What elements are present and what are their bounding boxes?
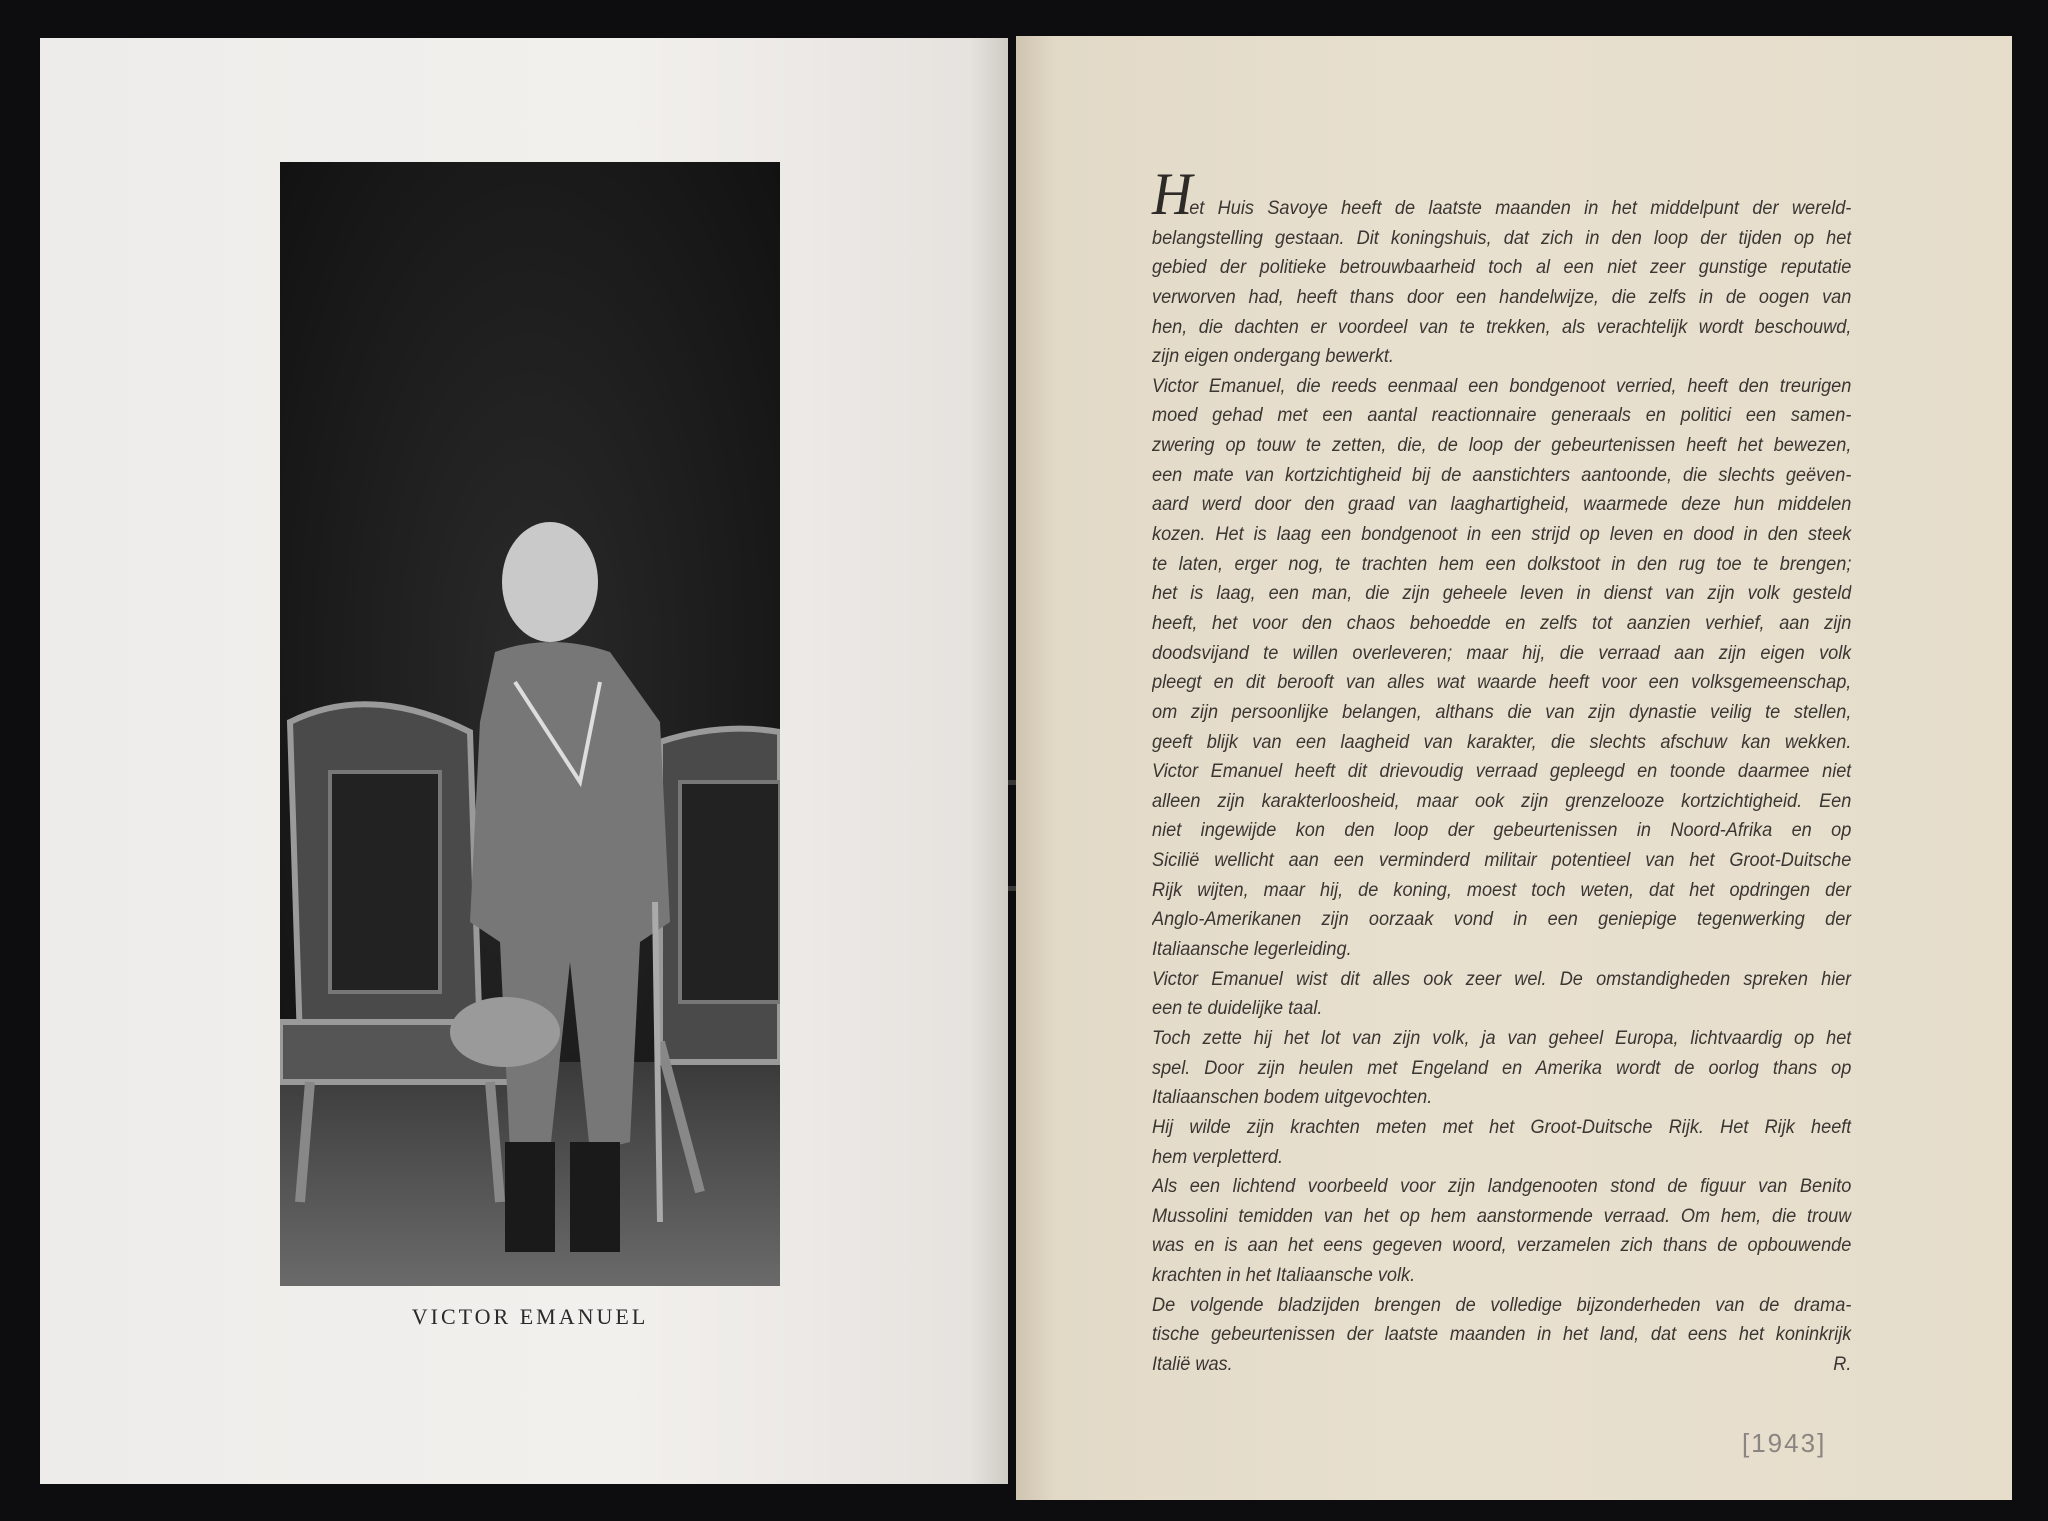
text-line: heeft, het voor den chaos behoedde en zelfs tot aanzien verhief, aan zijn bbox=[1152, 611, 1852, 634]
text-line: Italiaansche legerleiding. bbox=[1152, 938, 1352, 961]
text-line: alleen zijn karakterloosheid, maar ook zijn grenzelooze kortzichtigheid. Een bbox=[1152, 789, 1852, 812]
text-line: het is laag, een man, die zijn geheele leven in dienst van zijn volk gesteld bbox=[1152, 582, 1852, 605]
text-line: Toch zette hij het lot van zijn volk, ja van geheel Europa, lichtvaardig op het bbox=[1152, 1026, 1852, 1049]
text-line: pleegt en dit berooft van alles wat waarde heeft voor een volksgemeenschap, bbox=[1152, 671, 1852, 694]
final-line bbox=[1152, 1350, 1851, 1380]
text-line: was en is aan het eens gegeven woord, verzamelen zich thans de opbouwende bbox=[1152, 1234, 1852, 1257]
text-line: belangstelling gestaan. Dit koningshuis, dat zich in den loop der tijden op het bbox=[1152, 226, 1852, 249]
text-line: De volgende bladzijden brengen de volledige bijzonderheden van de drama- bbox=[1152, 1293, 1852, 1316]
portrait-image bbox=[280, 162, 780, 1286]
text-line: doodsvijand te willen overleveren; maar hij, die verraad aan zijn eigen volk bbox=[1152, 641, 1852, 664]
text-line: verworven had, heeft thans door een handelwijze, die zelfs in de oogen van bbox=[1152, 285, 1852, 308]
closing-text: Italië was. bbox=[1152, 1352, 1233, 1375]
text-line: een te duidelijke taal. bbox=[1152, 997, 1323, 1020]
text-line: Victor Emanuel wist dit alles ook zeer wel. De omstandigheden spreken hier bbox=[1152, 967, 1852, 990]
text-line: spel. Door zijn heulen met Engeland en Amerika wordt de oorlog thans op bbox=[1152, 1056, 1852, 1079]
text-line: gebied der politieke betrouwbaarheid toch al een niet zeer gunstige reputatie bbox=[1152, 256, 1852, 279]
text-line: Anglo-Amerikanen zijn oorzaak vond in een geniepige tegenwerking der bbox=[1152, 908, 1852, 931]
text-line: hem verpletterd. bbox=[1152, 1145, 1284, 1168]
text-line: tische gebeurtenissen der laatste maanden in het land, dat eens het koninkrijk bbox=[1152, 1323, 1852, 1346]
portrait-photo bbox=[280, 162, 780, 1286]
text-line: Rijk wijten, maar hij, de koning, moest toch weten, dat het opdringen der bbox=[1152, 878, 1852, 901]
text-line: niet ingewijde kon den loop der gebeurtenissen in Noord-Afrika en op bbox=[1152, 819, 1852, 842]
text-line: geeft blijk van een laagheid van karakter, die slechts afschuw kan wekken. bbox=[1152, 730, 1852, 753]
text-line: zwering op touw te zetten, die, de loop der gebeurtenissen heeft het bewezen, bbox=[1152, 434, 1852, 457]
body-text bbox=[1152, 161, 1852, 1380]
photo-caption: VICTOR EMANUEL bbox=[411, 1304, 649, 1329]
text-line: aard werd door den graad van laaghartigheid, waarmede deze hun middelen bbox=[1152, 493, 1852, 516]
text-line: krachten in het Italiaansche volk. bbox=[1152, 1264, 1416, 1287]
binding-staple bbox=[1008, 886, 1016, 891]
text-line: Sicilië wellicht aan een verminderd militair potentieel van het Groot-Duitsche bbox=[1152, 849, 1852, 872]
text-line: Hij wilde zijn krachten meten met het Groot-Duitsche Rijk. Het Rijk heeft bbox=[1152, 1115, 1852, 1138]
left-page bbox=[40, 38, 1008, 1484]
pencil-note: [1943] bbox=[1742, 1428, 1827, 1458]
drop-cap: H bbox=[1152, 161, 1193, 227]
text-line: Victor Emanuel heeft dit drievoudig verraad gepleegd en toonde daarmee niet bbox=[1152, 760, 1852, 783]
text-line: zijn eigen ondergang bewerkt. bbox=[1152, 345, 1394, 368]
text-line: om zijn persoonlijke belangen, althans die van zijn dynastie veilig te stellen, bbox=[1152, 700, 1852, 723]
text-line: Italiaanschen bodem uitgevochten. bbox=[1152, 1086, 1433, 1109]
text-line: een mate van kortzichtigheid bij de aanstichters aantoonde, die slechts geëven- bbox=[1152, 463, 1852, 486]
text-line: Als een lichtend voorbeeld voor zijn landgenooten stond de figuur van Benito bbox=[1152, 1175, 1852, 1198]
text-line: kozen. Het is laag een bondgenoot in een strijd op leven en dood in den steek bbox=[1152, 523, 1852, 546]
text-line: moed gehad met een aantal reactionnaire generaals en politici een samen- bbox=[1152, 404, 1852, 427]
text-line: Victor Emanuel, die reeds eenmaal een bondgenoot verried, heeft den treurigen bbox=[1152, 374, 1852, 397]
right-page bbox=[1016, 36, 2012, 1500]
text-line: hen, die dachten er voordeel van te trekken, als verachtelijk wordt beschouwd, bbox=[1152, 315, 1852, 338]
signature: R. bbox=[1833, 1352, 1852, 1375]
text-line: te laten, erger nog, te trachten hem een dolkstoot in den rug toe te brengen; bbox=[1152, 552, 1852, 575]
binding-staple bbox=[1008, 780, 1016, 785]
text-line: Mussolini temidden van het op hem aanstormende verraad. Om hem, die trouw bbox=[1152, 1204, 1852, 1227]
text-line: et Huis Savoye heeft de laatste maanden in het middelpunt der wereld- bbox=[1189, 197, 1852, 219]
